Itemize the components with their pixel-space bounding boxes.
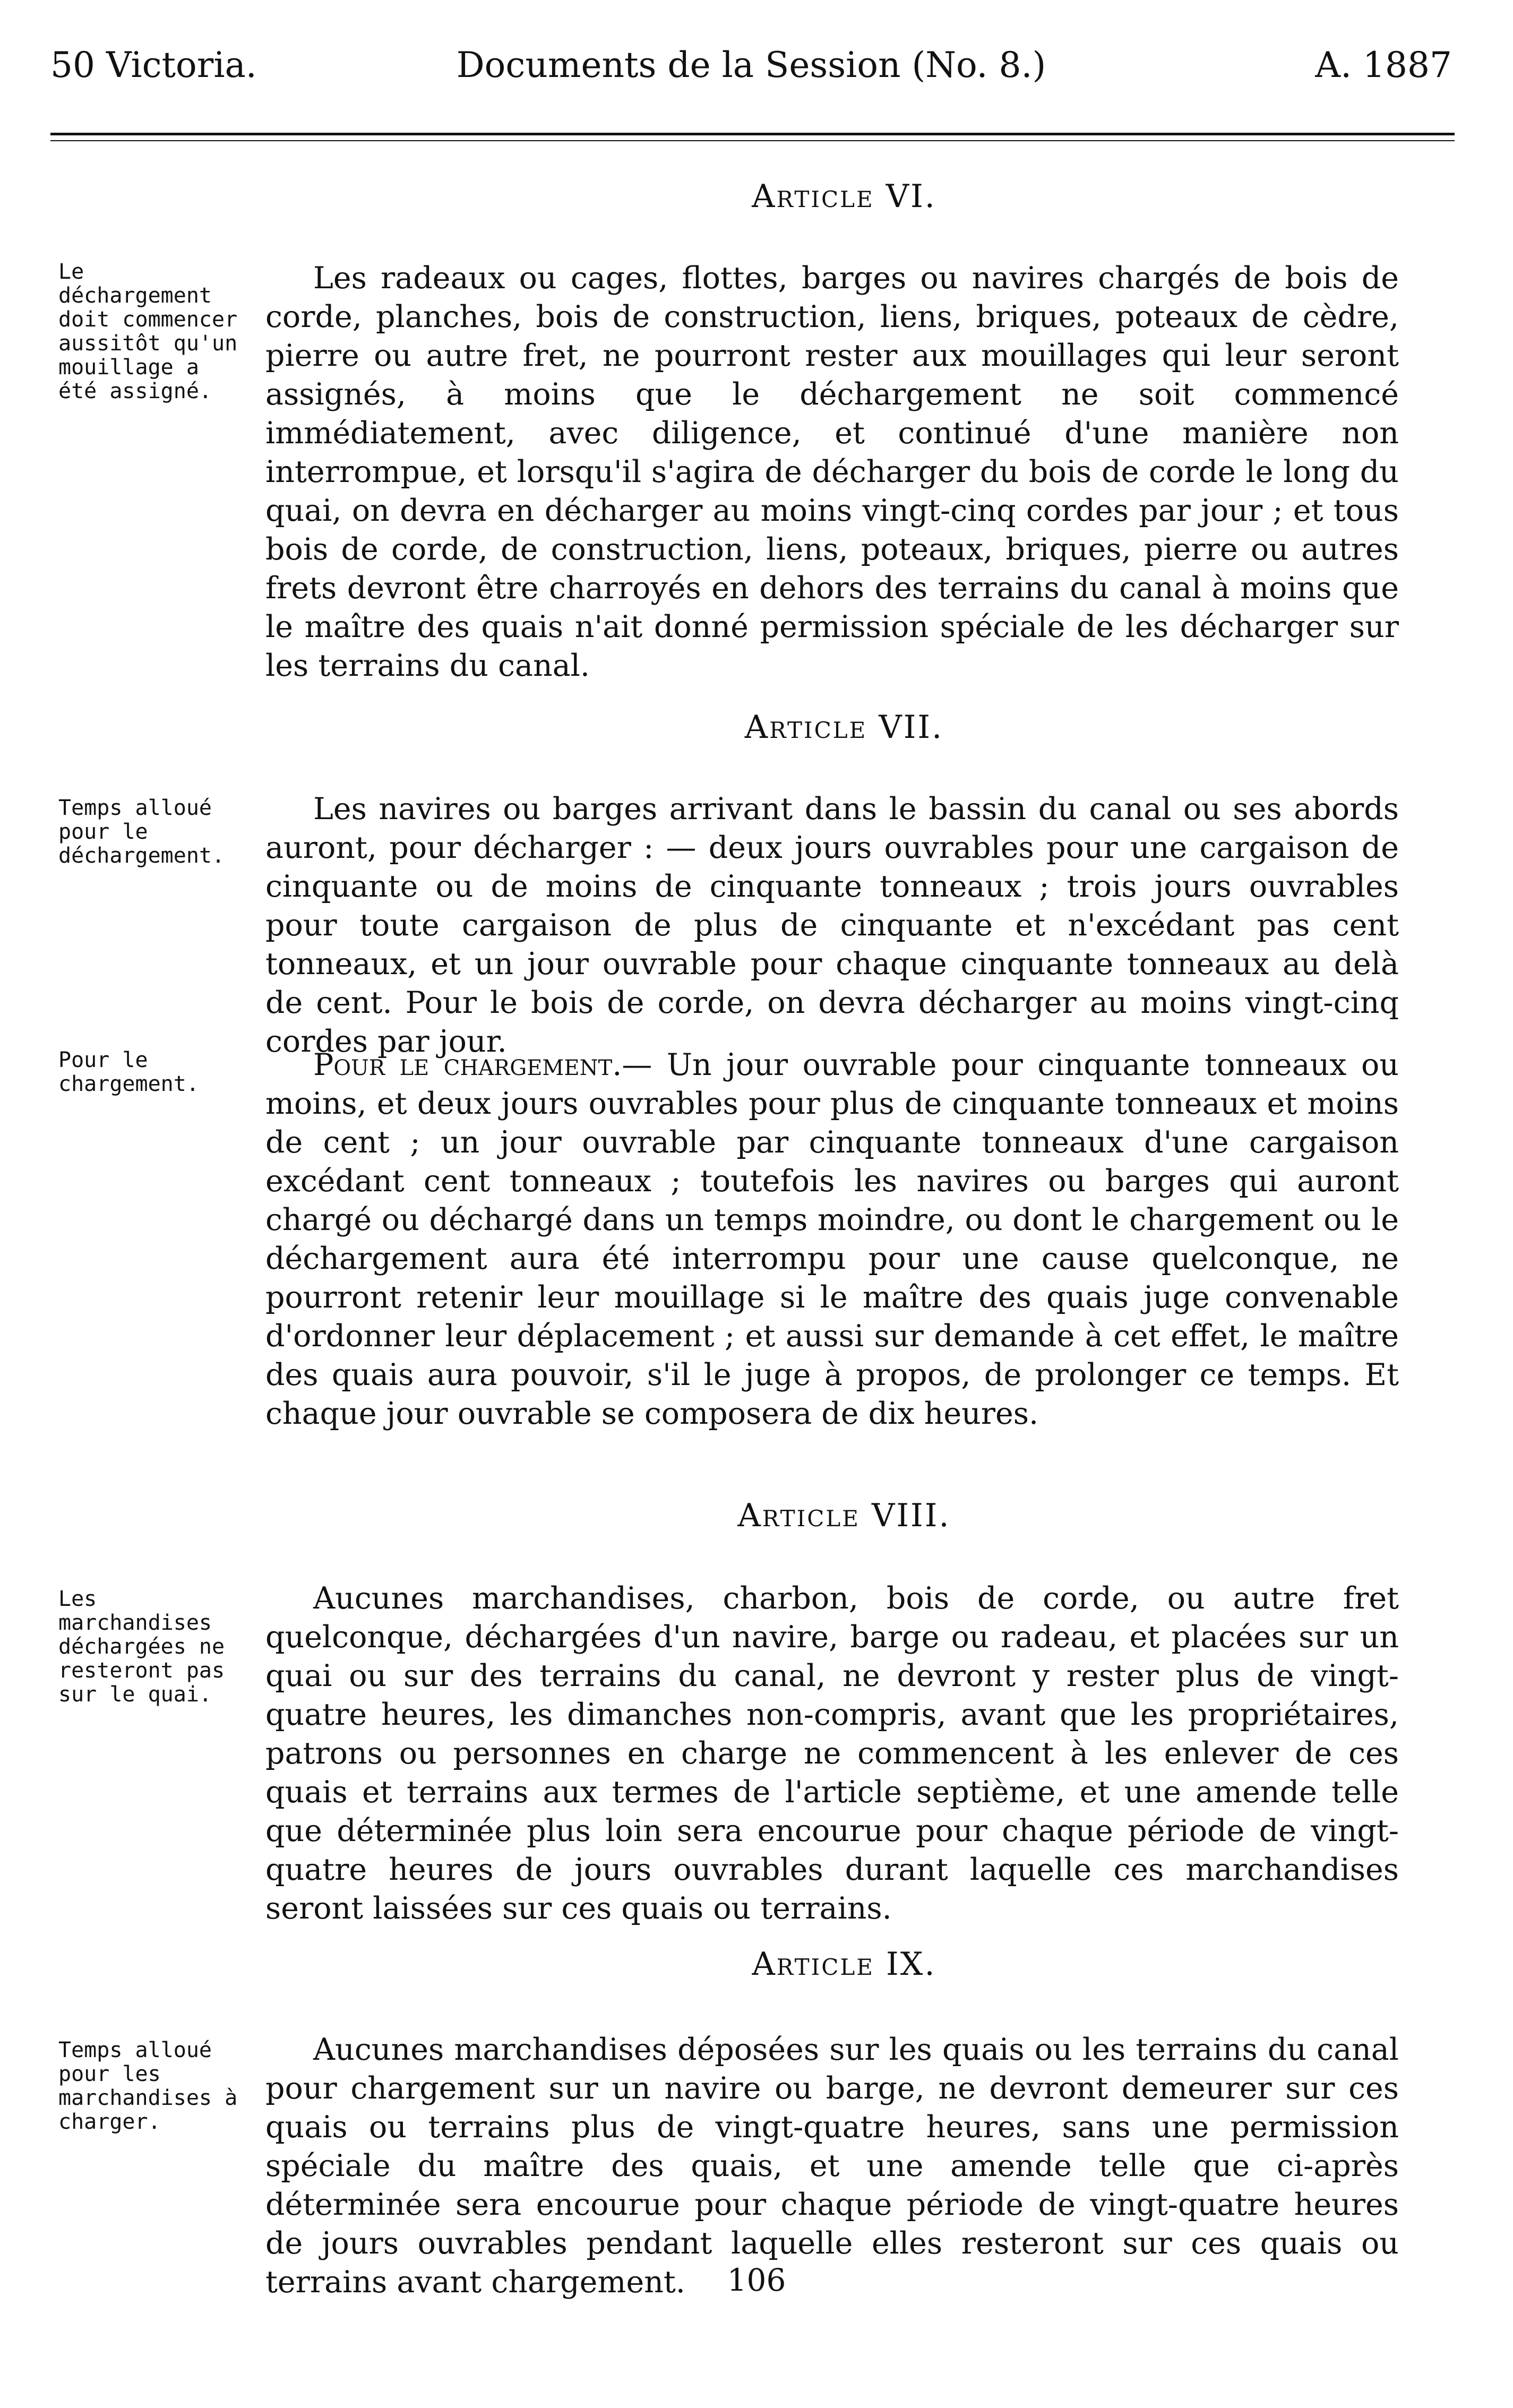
article-8-title: Article VIII.: [737, 1497, 951, 1534]
article-7-loading-text: Pour le chargement.— Un jour ouvrable pour cinquante tonneaux ou moins, et deux jours ouvrables pour plus de cinquante tonneaux et moins de cent ; un jour ouvrable par cinquante tonneaux d'une cargaison excédant cent tonneaux ; toutefois les navires ou barges qui auront chargé ou déchargé dans un temps moindre, ou dont le chargement ou le déchargement aura été interrompu pour une cause quelconque, ne pourront retenir leur mouillage si le maître des quais juge convenable d'ordonner leur déplacement ; et aussi sur demande à cet effet, le maître des quais aura pouvoir, s'il le juge à propos, de prolonger ce temps. Et chaque jour ouvrable se composera de dix heures.: [265, 1047, 1399, 1431]
header-rule-thin: [50, 140, 1455, 141]
article-6-text: Les radeaux ou cages, flottes, barges ou navires chargés de bois de corde, planches, bois de construction, liens, briques, poteaux de cèdre, pierre ou autre fret, ne pourront rester aux mouillages qui leur seront assignés, à moins que le déchargement ne soit commencé immédiatement, avec diligence, et continué d'une manière non interrompue, et lorsqu'il s'agira de décharger du bois de corde le long du quai, on devra en décharger au moins vingt-cinq cordes par jour ; et tous bois de corde, de construction, liens, poteaux, briques, pierre ou autres frets devront être charroyés en dehors des terrains du canal à moins que le maître des quais n'ait donné permission spéciale de les décharger sur les terrains du canal.: [265, 261, 1399, 683]
margin-note-goods-not-remain: Les marchandises déchargées ne resteront pas sur le quai.: [58, 1587, 225, 1707]
page-number: 106: [727, 2262, 786, 2298]
header-session: 50 Victoria.: [50, 45, 257, 85]
article-9-title: Article IX.: [752, 1946, 936, 1983]
margin-note-unloading-start: Le déchargement doit commencer aussitôt qu'un mouillage a été assigné.: [58, 260, 238, 403]
article-8-text: Aucunes marchandises, charbon, bois de corde, ou autre fret quelconque, déchargées d'un navire, barge ou radeau, et placées sur un quai ou sur des terrains du canal, ne devront y rester plus de vingt-quatre heures, les dimanches non-compris, avant que les propriétaires, patrons ou personnes en charge ne commencent à les enlever de ces quais et terrains aux termes de l'article septième, et une amende telle que déterminée plus loin sera encourue pour chaque période de vingt-quatre heures de jours ouvrables durant laquelle ces marchandises seront laissées sur ces quais ou terrains.: [265, 1581, 1399, 1926]
header-rule: [50, 133, 1455, 135]
margin-note-loading: Pour le chargement.: [58, 1048, 199, 1096]
article-9-text: Aucunes marchandises déposées sur les quais ou les terrains du canal pour chargement sur un navire ou barge, ne devront demeurer sur ces quais ou terrains plus de vingt-quatre heures, sans une permission spéciale du maître des quais, et une amende telle que ci-après déterminée sera encourue pour chaque période de vingt-quatre heures de jours ouvrables pendant laquelle elles resteront sur ces quais ou terrains avant chargement.: [265, 2032, 1399, 2300]
running-header: [50, 40, 1452, 90]
article-6-title: Article VI.: [752, 178, 936, 215]
header-year: A. 1887: [1315, 45, 1452, 85]
margin-note-unloading-time: Temps alloué pour le déchargement.: [58, 796, 225, 868]
header-title: Documents de la Session (No. 8.): [456, 45, 1046, 85]
margin-note-loading-time: Temps alloué pour les marchandises à charger.: [58, 2038, 238, 2134]
article-7-title: Article VII.: [744, 709, 944, 746]
loading-lead-in: Pour le chargement.: [313, 1047, 622, 1082]
article-7-text: Les navires ou barges arrivant dans le bassin du canal ou ses abords auront, pour décharger : — deux jours ouvrables pour une cargaison de cinquante ou de moins de cinquante tonneaux ; trois jours ouvrables pour toute cargaison de plus de cinquante et n'excédant pas cent tonneaux, et un jour ouvrable pour chaque cinquante tonneaux au delà de cent. Pour le bois de corde, on devra décharger au moins vingt-cinq cordes par jour.: [265, 792, 1399, 1059]
